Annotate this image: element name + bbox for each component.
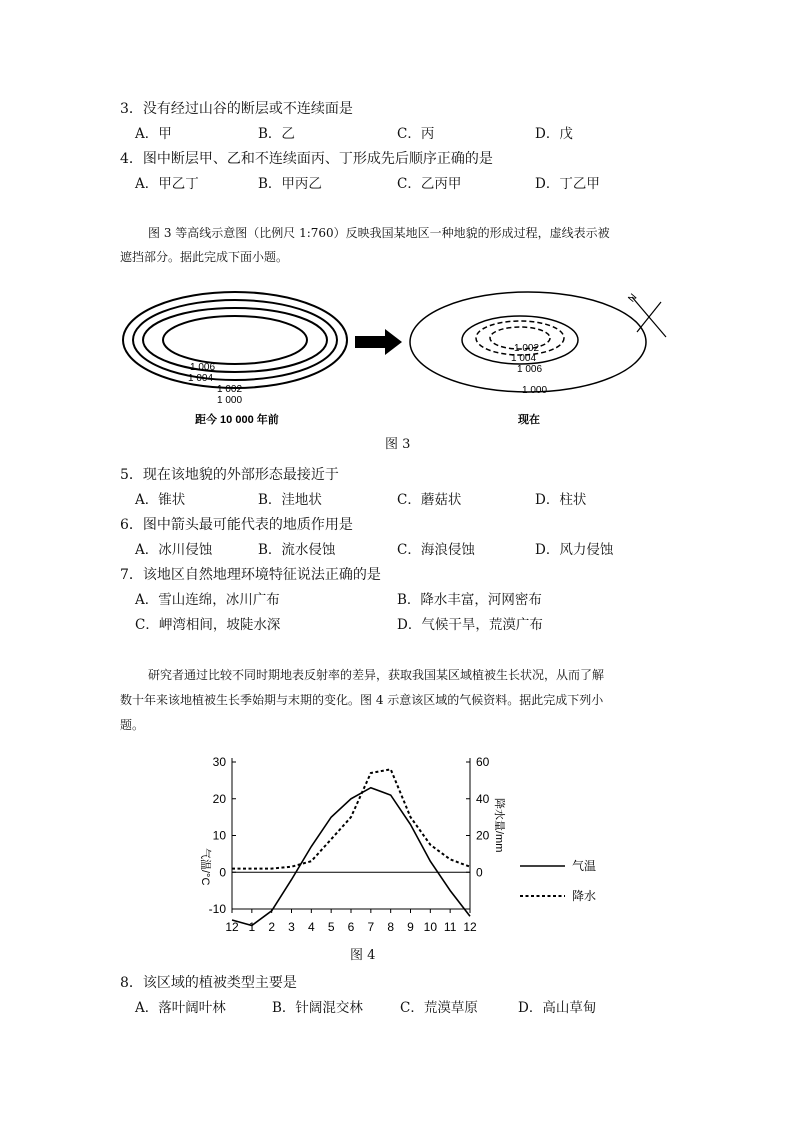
question-5-stem: 5．现在该地貌的外部形态最接近于 [120, 467, 339, 483]
right-label-1002: 1 002 [514, 343, 540, 354]
legend-precipitation-label: 降水 [572, 889, 597, 903]
intro2-line3: 题。 [120, 718, 145, 732]
q7-option-b: B．降水丰富，河网密布 [397, 592, 542, 608]
x-tick-label: 12 [463, 920, 477, 934]
figure-3-label: 图 3 [385, 437, 411, 452]
q7-option-a: A．雪山连绵，冰川广布 [135, 592, 280, 608]
q6-option-a: A．冰川侵蚀 [135, 542, 213, 558]
q6-option-b: B．流水侵蚀 [258, 542, 336, 558]
y-right-axis-label: 降水量/mm [493, 798, 505, 853]
q4-option-d: D．丁乙甲 [535, 176, 600, 192]
y-left-tick-label: 0 [219, 865, 226, 880]
legend-temperature-label: 气温 [572, 859, 597, 873]
x-tick-label: 5 [327, 920, 335, 934]
q5-option-c: C．蘑菇状 [397, 492, 462, 508]
x-tick-label: 6 [347, 920, 355, 934]
right-label-1006: 1 006 [517, 364, 543, 375]
q4-option-b: B．甲丙乙 [258, 176, 322, 192]
right-contour-1000 [410, 292, 646, 392]
intro1-line2: 遮挡部分。据此完成下面小题。 [120, 250, 289, 264]
left-label-1000: 1 000 [217, 395, 243, 406]
compass-north-label: N [626, 291, 640, 305]
q5-option-d: D．柱状 [535, 492, 587, 508]
y-left-tick-label: -10 [208, 902, 226, 916]
x-tick-label: 3 [288, 920, 295, 934]
intro2-line2: 数十年来该地植被生长季始期与末期的变化。图 4 示意该区域的气候资料。据此完成下列小 [120, 693, 604, 707]
temperature-series-line [232, 788, 470, 926]
y-left-tick-label: 20 [212, 791, 226, 806]
q8-option-a: A．落叶阔叶林 [135, 1000, 226, 1016]
y-right-tick-label: 0 [476, 865, 483, 880]
question-7-stem: 7．该地区自然地理环境特征说法正确的是 [120, 567, 381, 583]
figure-4-climate-chart [180, 748, 620, 943]
left-caption: 距今 10 000 年前 [195, 414, 279, 426]
erosion-arrow [355, 329, 402, 355]
left-contour-1000 [123, 292, 347, 388]
figure-3-contour-diagram [110, 285, 680, 430]
x-tick-label: 1 [248, 920, 256, 934]
q3-option-b: B．乙 [258, 126, 295, 142]
x-tick-label: 4 [307, 920, 315, 934]
y-right-tick-label: 40 [476, 791, 490, 806]
left-label-1004: 1 004 [188, 373, 214, 384]
question-3-stem: 3．没有经过山谷的断层或不连续面是 [120, 101, 353, 117]
intro2-line1: 研究者通过比较不同时期地表反射率的差异，获取我国某区域植被生长状况，从而了解 [148, 668, 605, 682]
precipitation-series-line [232, 769, 470, 868]
x-tick-label: 11 [443, 920, 457, 934]
y-right-tick-label: 20 [476, 828, 490, 843]
q8-option-c: C．荒漠草原 [400, 1000, 478, 1016]
q4-option-c: C．乙丙甲 [397, 176, 462, 192]
q5-option-a: A．锥状 [135, 492, 186, 508]
question-8-stem: 8．该区域的植被类型主要是 [120, 975, 297, 991]
y-left-tick-label: 10 [212, 828, 226, 843]
question-4-stem: 4．图中断层甲、乙和不连续面丙、丁形成先后顺序正确的是 [120, 151, 493, 167]
y-right-tick-label: 60 [476, 755, 490, 769]
q6-option-d: D．风力侵蚀 [535, 542, 614, 558]
intro1-line1: 图 3 等高线示意图（比例尺 1:760）反映我国某地区一种地貌的形成过程，虚线表示被 [148, 226, 610, 240]
y-left-tick-label: 30 [212, 755, 226, 769]
x-tick-label: 10 [423, 920, 438, 934]
left-contour-1006 [163, 316, 307, 364]
left-label-1006: 1 006 [190, 362, 216, 373]
figure-4-label: 图 4 [350, 948, 376, 963]
q7-option-d: D．气候干旱，荒漠广布 [397, 617, 543, 633]
q5-option-b: B．洼地状 [258, 492, 322, 508]
x-tick-label: 12 [225, 920, 239, 934]
q8-option-b: B．针阔混交林 [272, 1000, 363, 1016]
x-tick-label: 2 [268, 920, 276, 934]
left-contour-1004 [143, 308, 327, 372]
right-label-1000: 1 000 [522, 385, 548, 396]
y-left-axis-label: 气温/°C [199, 848, 211, 886]
question-6-stem: 6．图中箭头最可能代表的地质作用是 [120, 517, 353, 533]
q4-option-a: A．甲乙丁 [135, 176, 199, 192]
right-caption: 现在 [518, 414, 540, 426]
q8-option-d: D．高山草甸 [518, 1000, 597, 1016]
left-label-1002: 1 002 [217, 384, 243, 395]
q6-option-c: C．海浪侵蚀 [397, 542, 475, 558]
q3-option-c: C．丙 [397, 126, 435, 142]
q3-option-d: D．戊 [535, 126, 573, 142]
q7-option-c: C．岬湾相间，坡陡水深 [135, 617, 281, 633]
right-label-1004: 1 004 [511, 353, 537, 364]
q3-option-a: A．甲 [135, 126, 172, 142]
x-tick-label: 8 [387, 920, 395, 934]
x-tick-label: 7 [367, 920, 375, 934]
x-tick-label: 9 [407, 920, 414, 934]
